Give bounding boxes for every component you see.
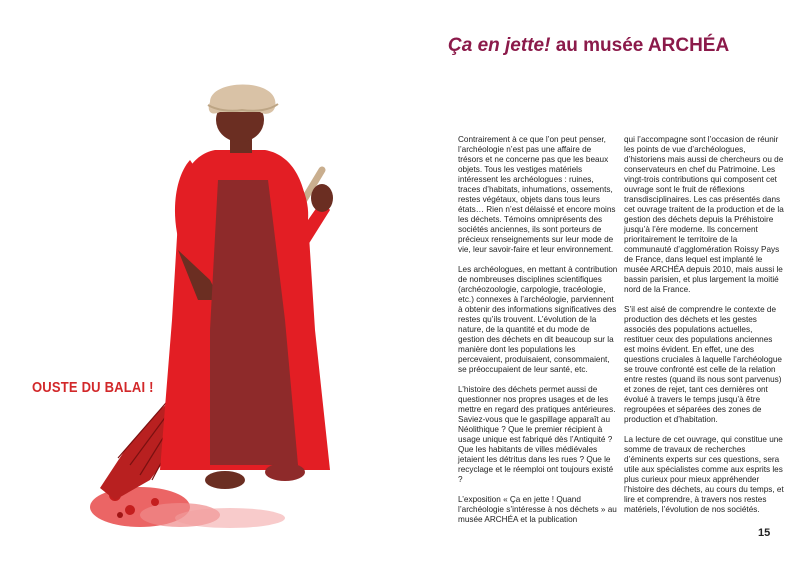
paragraph: La lecture de cet ouvrage, qui constitue une somme de travaux de recherches d’éminents experts sur ces questions, sera utile aux spécialistes comme aux esprits les plus curieux pour mieux appréhender l’histoire des déchets, au cours du temps, et lire et comprendre, à travers nos restes matériels, l’évolution de nos sociétés. [624, 435, 784, 514]
title-rest: au musée ARCHÉA [550, 34, 730, 56]
sweeping-woman-drawing [60, 70, 380, 540]
page-title [448, 35, 778, 57]
text-column-left [458, 135, 618, 535]
illustration-caption: OUSTE DU BALAI ! [32, 378, 154, 396]
title-italic: Ça en jette! [448, 34, 551, 56]
figure [160, 84, 333, 489]
paragraph: Contrairement à ce que l’on peut penser, l’archéologie n’est pas une affaire de trésors et ne concerne pas que les beaux objets. Tous les vestiges matériels intéressent les archéologues : ruines, traces d’habitats, inhumations, ossements, restes végétaux, objets dans tous leurs états… Rien n’est délaissé et encore moins les déchets. Témoins omniprésents des sociétés anciennes, ils sont porteurs de précieux renseignements sur leur mode de vie, leur savoir-faire et leur environnement. [458, 135, 616, 254]
paragraph: L’exposition « Ça en jette ! Quand l’archéologie s’intéresse à nos déchets » au musée ARCHÉA et la publication [458, 495, 617, 524]
woman-sweeping-illustration [60, 70, 380, 540]
paragraph: qui l’accompagne sont l’occasion de réunir les points de vue d’archéologues, d’historiens mais aussi de chercheurs ou de conservateurs en chef du Patrimoine. Les vingt-trois contributions qui composent cet ouvrage sont le fruit de réflexions transdisciplinaires. Les cas présentés dans cet ouvrage traitent de la production et de la gestion des déchets depuis la Préhistoire jusqu’à l’ère moderne. Ils concernent prioritairement le territoire de la communauté d’agglomération Roissy Pays de France, dans lequel est implanté le musée ARCHÉA depuis 2010, mais aussi le bassin parisien, et plus largement la moitié nord de la France. [624, 135, 784, 294]
paragraph: S’il est aisé de comprendre le contexte de production des déchets et les gestes associés des populations actuelles, restituer ceux des populations anciennes est moins évident. En effet, une des questions cruciales à laquelle l’archéologue se trouve confronté est celle de la relation entre restes (quand ils nous sont parvenus) et zones de rejet, tant ces dernières ont évolué à travers le temps jusqu’à être regroupées et séparées des zones de production et d’habitation. [624, 305, 782, 424]
text-column-right [624, 135, 784, 525]
paragraph: L’histoire des déchets permet aussi de questionner nos propres usages et de les mettre en regard des pratiques antérieures. Saviez-vous que le gaspillage apparaît au Néolithique ? Que le premier récipient à usage unique est fabriqué dès l’Antiquité ? Que les habitants de villes médiévales jetaient les détritus dans les rues ? Que le recyclage et le réemploi ont toujours existé ? [458, 385, 616, 484]
page-number: 15 [758, 527, 771, 539]
paragraph: Les archéologues, en mettant à contribution de nombreuses disciplines scientifiques (archéozoologie, carpologie, tracéologie, etc.) connexes à l’archéologie, parviennent à obtenir des informations significatives des restes qu’ils trouvent. L’évolution de la nature, de la quantité et du mode de gestion des déchets en dit beaucoup sur la manière dont les populations les percevaient, produisaient, consommaient, se préoccupaient de leur santé, etc. [458, 265, 618, 374]
